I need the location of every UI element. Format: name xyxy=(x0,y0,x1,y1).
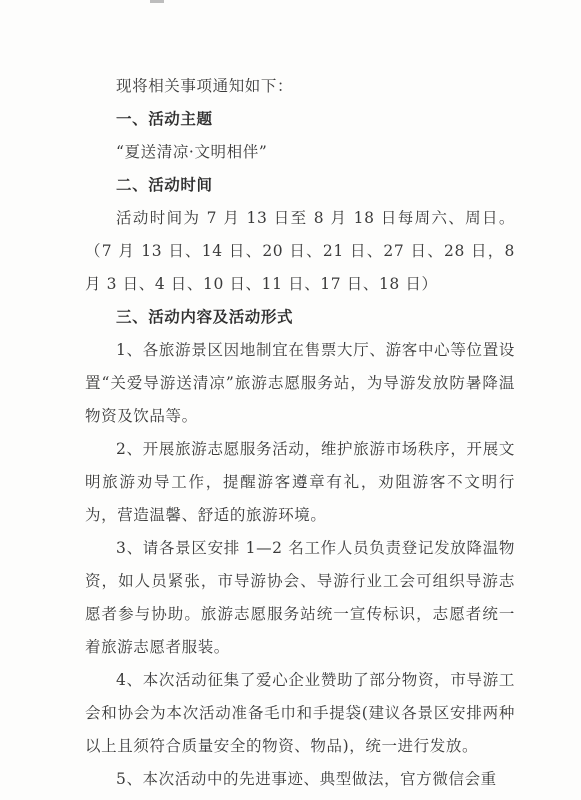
content-item-5: 5、本次活动中的先进事迹、典型做法，官方微信会重 xyxy=(116,770,497,788)
intro-paragraph: 现将相关事项通知如下： xyxy=(116,77,294,95)
content-item-3: 3、请各景区安排 1—2 名工作人员负责登记发放降温物资，如人员紧张，市导游协会、导游行业工会可组织导游志愿者参与协助。旅游志愿服务站统一宣传标识，志愿者统一着旅游志愿者服装。 xyxy=(85,539,515,656)
content-item-1: 1、各旅游景区因地制宜在售票大厅、游客中心等位置设置“关爱导游送清凉”旅游志愿服务站，为导游发放防暑降温物资及饮品等。 xyxy=(85,341,515,425)
section-2-title: 二、活动时间 xyxy=(116,176,213,194)
section-1-title: 一、活动主题 xyxy=(116,110,213,128)
document-body xyxy=(85,70,515,796)
activity-time-paragraph: 活动时间为 7 月 13 日至 8 月 18 日每周六、周日。（7 月 13 日、14 日、20 日、21 日、27 日、28 日，8 月 3 日、4 日、10 日、11 日、17 日、18 日） xyxy=(85,209,515,293)
content-item-2: 2、开展旅游志愿服务活动，维护旅游市场秩序，开展文明旅游劝导工作，提醒游客遵章有礼，劝阻游客不文明行为，营造温馨、舒适的旅游环境。 xyxy=(85,440,515,524)
page-top-mark xyxy=(150,0,164,3)
section-3-title: 三、活动内容及活动形式 xyxy=(116,308,294,326)
activity-theme: “夏送清凉·文明相伴” xyxy=(116,143,268,161)
content-item-4: 4、本次活动征集了爱心企业赞助了部分物资，市导游工会和协会为本次活动准备毛巾和手提袋(建议各景区安排两种以上且须符合质量安全的物资、物品)，统一进行发放。 xyxy=(85,671,515,755)
